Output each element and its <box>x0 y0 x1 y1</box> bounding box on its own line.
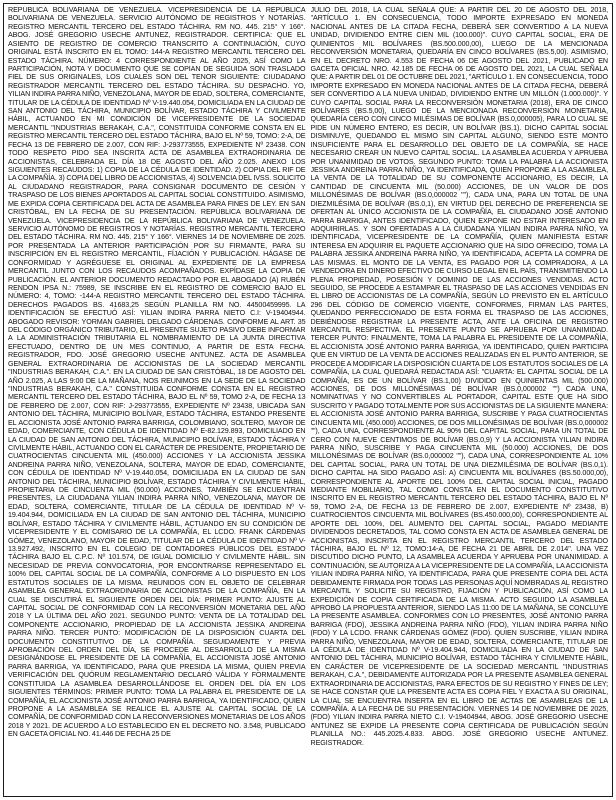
right-column-text: JULIO DEL 2018, LA CUAL SEÑALA QUE: A PARTIR DEL 20 DE AGOSTO DEL 2018, "ARTÍCULO 1. EN CONSECUENCIA, TODO IMPORTE EXPRESADO EN MONEDA NACIONAL ANTES DE LA CITADA FECHA, DEBERÁ SER CONVERTIDO A LA NUEVA UNIDAD, DIVIDIENDO ENTRE CIEN MIL (100.000)". CUYO CAPITAL SOCIAL, ERA DE QUINIENTOS MIL BOLÍVARES (BS.500.000,00), LUEGO DE LA MENCIONADA RECONVERSIÓN MONETARIA, QUEDARÍA EN CINCO BOLÍVARES (BS.5,00). ASIMISMO, EN EL DECRETO NRO. 4.553 DE FECHA 06 DE AGOSTO DEL 2021, PUBLICADO EN GACETA OFICIAL NRO. 42.185 DE FECHA 06 DE AGOSTO DEL 2021, LA CUAL SEÑALA QUE: A PARTIR DEL 01 DE OCTUBRE DEL 2021, "ARTÍCULO 1. EN CONSECUENCIA, TODO IMPORTE EXPRESADO EN MONEDA NACIONAL ANTES DE LA CITADA FECHA, DEBERÁ SER CONVERTIDO A LA NUEVA UNIDAD, DIVIDIENDO ENTRE UN MILLÓN (1.000.000)". Y CUYO CAPITAL SOCIAL PARA LA RECONVERSIÓN MONETARIA (2018), ERA DE CINCO BOLÍVARES (BS.5,00), LUEGO DE LA MENCIONADA RECONVERSIÓN MONETARIA, QUEDARÍA CERO CON CINCO MILÉSIMAS DE BOLÍVAR (BS.0,000005), PARA LO CUAL SE PIDE UN NÚMERO ENTERO, ES DECIR, UN BOLÍVAR (BS.1). DICHO CAPITAL SOCIAL DISMINUYE, QUEDANDO EL MISMO SIN CAPITAL ALGUNO, SIENDO ESTE MONTO INSUFICIENTE PARA EL DESARROLLO DEL OBJETO DE LA COMPAÑÍA, SE HACE NECESARIO CREAR UN NUEVO CAPITAL SOCIAL. LA ASAMBLEA ACUERDA Y APRUEBA POR UNANIMIDAD DE VOTOS. SEGUNDO PUNTO: TOMA LA PALABRA LA ACCIONISTA JESSIKA ANDREINA PARRA NIÑO, YA IDENTIFICADA, QUIEN PROPONE A LA ASAMBLEA, LA VENTA DE LA TOTALIDAD DE SU COMPONENTE ACCIONARIO, ES DECIR, LA CANTIDAD DE CINCUENTA MIL (50.000) ACCIONES, DE UN VALOR DE DOS MILLONÉSIMAS DE BOLÍVAR (BS.0,000002 ""), CADA UNA, PARA UN TOTAL DE UNA DIEZMILÉSIMA DE BOLÍVAR (BS.0,1), EN VIRTUD DEL DERECHO DE PREFERENCIA SE OFERTAN AL ÚNICO ACCIONISTA DE LA COMPAÑÍA, EL CIUDADANO JOSÉ ANTONIO PARRA BARRIGA, ANTES IDENTIFICADO, QUIEN EXPONE NO ESTAR INTERESADO EN ADQUIRIRLAS. Y SON OFERTADAS A LA CIUDADANA YILIAN INDIRA PARRA NIÑO, YA IDENTIFICADA, VICEPRESIDENTE DE LA COMPAÑÍA, QUIEN MANIFIESTA ESTAR INTERESA EN ADQUIRIR EL PAQUETE ACCIONARIO QUE HA SIDO OFRECIDO, TOMA LA PALABRA JESSIKA ANDREINA PARRA NIÑO, YA IDENTIFICADA, ACEPTA LA COMPRA DE LAS MISMAS. EL MONTO DE LA VENTA, ES PAGADO POR LA COMPRADORA, A LA VENDEDORA EN DINERO EFECTIVO DE CURSO LEGAL EN EL PAÍS, TRANSMITIENDO LA PLENA PROPIEDAD, POSESIÓN Y DOMINIO DE LAS ACCIONES VENDIDAS. ACTO SEGUIDO, SE PROCEDE A ESTAMPAR EL TRASPASO DE LAS ACCIONES VENDIDAS EN EL LIBRO DE ACCIONISTAS DE LA COMPAÑÍA, SEGÚN LO PREVISTO EN EL ARTÍCULO 296 DEL CÓDIGO DE COMERCIO VIGENTE, CONFORMES, FIRMAN LAS PARTES, QUEDANDO PERFECCIONADO DE ESTA FORMA EL TRASPASO DE LAS ACCIONES, DEBIÉNDOSE REGISTRAR LA PRESENTE ACTA, ANTE LA OFICINA DE REGISTRO MERCANTIL RESPECTIVA. EL PRESENTE PUNTO SE APRUEBA POR UNANIMIDAD. TERCER PUNTO: FINALMENTE, TOMA LA PALABRA EL PRESIDENTE DE LA COMPAÑÍA, EL ACCIONISTA JOSÉ ANTONIO PARRA BARRIGA, YA IDENTIFICADO, QUIEN PARTICIPA QUE EN VIRTUD DE LA VENTA DE ACCIONES REALIZADAS EN EL PUNTO ANTERIOR, SE PROCEDE A MODIFICAR LA DISPOSICIÓN CUARTA DE LOS ESTATUTOS SOCIALES DE LA COMPAÑÍA, LA CUAL QUEDARÁ REDACTADA ASÍ: "CUARTA: EL CAPITAL SOCIAL DE LA COMPAÑÍA, ES DE UN BOLÍVAR (BS.1,00) DIVIDIDO EN QUINIENTAS MIL (500.000) ACCIONES, DE DOS MILLONÉSIMAS DE BOLÍVAR (BS.0,000002 "") CADA UNA, NOMINATIVAS Y NO CONVERTIBLES AL PORTADOR, CAPITAL ESTE QUE HA SIDO SUSCRITO Y PAGADO TOTALMENTE POR SUS ACCIONISTAS DE LA SIGUIENTE MANERA: EL ACCIONISTA JOSÉ ANTONIO PARRA BARRIGA, SUSCRIBE Y PAGA CUATROCIENTAS CINCUENTA MIL (450.000) ACCIONES, DE DOS MILLONÉSIMAS DE BOLÍVAR (BS.0,000002 ""), CADA UNA, CORRESPONDIENTE AL 90% DEL CAPITAL SOCIAL, PARA UN TOTAL DE CERO CON NUEVE CENTIMOS DE BOLÍVAR (BS.0,9) Y LA ACCIONISTA YILIAN INDIRA PARRA NIÑO, SUSCRIBE Y PAGA CINCUENTA MIL (50.000) ACCIONES, DE DOS MILLONÉSIMAS DE BOLÍVAR (BS.0,000002 ""), CADA UNA, CORRESPONDIENTE AL 10% DEL CAPITAL SOCIAL, PARA UN TOTAL DE UNA DIEZMILÉSIMA DE BOLÍVAR (BS.0,1). DICHO CAPITAL HA SIDO PAGADO ASÍ: A) CINCUENTA MIL BOLÍVARES (BS.50.000,00), CORRESPONDIENTE AL APORTE DEL 100% DEL CAPITAL SOCIAL INICIAL, PAGADO MEDIANTE MOBILIARIO, TAL COMO CONSTA EN EL DOCUMENTO CONSTITUTIVO INSCRITO EN EL REGISTRO MERCANTIL TERCERO DEL ESTADO TÁCHIRA, BAJO EL Nº 59, TOMO 2-A, DE FECHA 13 DE FEBRERO DE 2.007, EXPEDIENTE Nº 23438, B) CUATROCIENTOS CINCUENTA MIL BOLÍVARES (BS.450.000,00), CORRESPONDIENTE AL APORTE DEL 100%, DEL AUMENTO DEL CAPITAL SOCIAL, PAGADO MEDIANTE DIVIDENDOS DECRETADOS, TAL COMO CONSTA EN ACTA DE ASAMBLEA GENERAL DE ACCIONISTAS, INSCRITA EN EL REGISTRO MERCANTIL TERCERO DEL ESTADO TÁCHIRA, BAJO EL Nº 12, TOMO:14-A, DE FECHA 21 DE ABRIL DE 2.014". UNA VEZ DISCUTIDO DICHO PUNTO, LA ASAMBLEA ACUERDA Y APRUEBA POR UNANIMIDAD. A CONTINUACIÓN, SE AUTORIZA A LA VICEPRESIDENTE DE LA COMPAÑÍA, LA ACCIONISTA YILIAN INDIRA PARRA NIÑO, YA IDENTIFICADA, PARA QUE PRESENTE COPIA DEL ACTA DEBIDAMENTE FIRMADA POR TODAS LAS PERSONAS AQUÍ NOMBRADAS AL REGISTRO MERCANTIL Y SOLICITE SU REGISTRO, FIJACIÓN Y PUBLICACIÓN, ASÍ COMO LA EXPEDICIÓN DE COPIA CERTIFICADA DE LA MISMA. ACTO SEGUIDO LA ASAMBLEA APROBÓ LA PROPUESTA ANTERIOR, SIENDO LAS 11:00 DE LA MAÑANA, SE CONCLUYE LA PRESENTE ASAMBLEA. CONFORMES CON LO PRESENTES, JOSÉ ANTONIO PARRA BARRIGA (FDO), JESSIKA ANDREINA PARRA NIÑO (FDO), YILIAN INDIRA PARRA NIÑO (FDO) Y LA LCDO. FRANK CÁRDENAS GÓMEZ (FDO). QUIEN SUSCRIBE, YILIAN INDIRA PARRA NIÑO, VENEZOLANA, MAYOR DE EDAD, SOLTERA, COMERCIANTE, TITULAR DE LA CÉDULA DE IDENTIDAD Nº V-19.404.944, DOMICILIADA EN LA CIUDAD DE SAN ANTONIO DEL TÁCHIRA, MUNICIPIO BOLÍVAR, ESTADO TÁCHIRA Y CIVILMENTE HÁBIL, EN CARÁCTER DE VICEPRESIDENTE DE LA SOCIEDAD MERCANTIL "INDUSTRIAS BERAKAH, C.A.", DEBIDAMENTE AUTORIZADA POR LA PRESENTE ASAMBLEA GENERAL EXTRAORDINARIA DE ACCIONISTAS, PARA EFECTOS DE SU REGISTRO Y FINES DE LEY; SE HACE CONSTAR QUE LA PRESENTE ACTA ES COPIA FIEL Y EXACTA A SU ORIGINAL, LA CUAL SE ENCUENTRA INSERTA EN EL LIBRO DE ACTAS DE ASAMBLEAS DE LA COMPAÑÍA. A LA FECHA DE SU PRESENTACIÓN. VIERNES 14 DE NOVIEMBRE DE 2025, (FDO) YILIAN INDIRA PARRA NIETO C.I. V-19404944, ABOG. JOSÉ GREGORIO USECHE ANTUNEZ SE EXPIDE LA PRESENTE COPIA CERTIFICADA DE PUBLICACIÓN SEGÚN PLANILLA NO.: 445.2025.4.833. ABOG. JOSÉ GREGORIO USECHE ANTUNEZ. REGISTRADOR. <box>310 6 608 747</box>
legal-notice <box>3 3 613 797</box>
right-column <box>311 6 609 794</box>
left-column-text: REPÚBLICA BOLIVARIANA DE VENEZUELA. VICEPRESIDENCIA DE LA REPÚBLICA BOLIVARIANA DE VENEZUELA. SERVICIO AUTÓNOMO DE REGISTROS Y NOTARÍAS. REGISTRO MERCANTIL TERCERO DEL ESTADO TÁCHIRA. RM NO. 445. 215° Y 166°. ABOG. JOSÉ GREGORIO USECHE ANTUNEZ, REGISTRADOR. CERTIFICA: QUE EL ASIENTO DE REGISTRO DE COMERCIO TRANSCRITO A CONTINUACIÓN, CUYO ORIGINAL ESTÁ INSCRITO EN EL TOMO: 144-A REGISTRO MERCANTIL TERCERO DEL ESTADO TÁCHIRA. NÚMERO: 4 CORRESPONDIENTE AL AÑO 2025, ASÍ COMO LA PARTICIPACIÓN, NOTA Y DOCUMENTO QUE SE COPIAN DE SEGUIDA SON TRASLADO FIEL DE SUS ORIGINALES, LOS CUALES SON DEL TENOR SIGUIENTE: CIUDADANO REGISTRADOR MERCANTIL TERCERO DEL ESTADO TÁCHIRA. SU DESPACHO. YO, YILIAN INDIRA PARRA NIÑO, VENEZOLANA, MAYOR DE EDAD, SOLTERA, COMERCIANTE, TITULAR DE LA CÉDULA DE IDENTIDAD Nº V-19.440.054, DOMICILIADA EN LA CIUDAD DE SAN ANTONIO DEL TÁCHIRA, MUNICIPIO BOLÍVAR, ESTADO TÁCHIRA Y CIVILMENTE HÁBIL, ACTUANDO EN MI CONDICIÓN DE VICEPRESIDENTE DE LA SOCIEDAD MERCANTIL "INDUSTRIAS BERAKAH, C.A.", CONSTITUIDA CONFORME CONSTA EN EL REGISTRO MERCANTIL TERCERO DEL ESTADO TÁCHIRA, BAJO EL Nº 59, TOMO: 2-A, DE FECHA 13 DE FEBRERO DE 2.007, CON RIF: J-293773555, EXPEDIENTE Nº 23438. CON TODO RESPETO PIDO SEA INSCRITA ACTA DE ASAMBLEA EXTRAORDINARIA DE ACCIONISTAS, CELEBRADA EL DÍA 18 DE AGOSTO DEL AÑO 2.025. ANEXO LOS SIGUIENTES RECAUDOS: 1) COPIA DE LA CÉDULA DE IDENTIDAD. 2) COPIA DEL RIF DE LA COMPAÑÍA. 3) COPIA DEL LIBRO DE ACCIONISTAS, 4) SOLVENCIA DEL IVSS. SOLICITO AL CIUDADANO REGISTRADOR, PARA CONSIGNAR DOCUMENTO DE CESIÓN Y TRASPASO DE LOS BIENES APORTADOS AL CAPITAL SOCIAL CONSTITUIDO. ASIMISMO, ME EXPIDA COPIA CERTIFICADA DEL ACTA DE ASAMBLEA PARA FINES DE LEY. EN SAN CRISTÓBAL, EN LA FECHA DE SU PRESENTACIÓN. REPÚBLICA BOLIVARIANA DE VENEZUELA. VICEPRESIDENCIA DE LA REPÚBLICA BOLIVARIANA DE VENEZUELA. SERVICIO AUTÓNOMO DE REGISTROS Y NOTARÍAS. REGISTRO MERCANTIL TERCERO DEL ESTADO TÁCHIRA. RM NO. 445. 215° Y 166°. VIERNES 14 DE NOVIEMBRE DE 2025. POR PRESENTADA LA ANTERIOR PARTICIPACIÓN POR SU FIRMANTE, PARA SU INSCRIPCIÓN EN EL REGISTRO MERCANTIL, FÍJACIÓN Y PUBLICACIÓN. HÁGASE DE CONFORMIDAD Y AGRÉGUESE EL ORIGINAL AL EXPEDIENTE DE LA EMPRESA MERCANTIL JUNTO CON LOS RECAUDOS ACOMPAÑADOS. EXPÍDASE LA COPIA DE PUBLICACIÓN. EL ANTERIOR DOCUMENTO REDACTADO POR EL ABOGADO (A) RUBÉN RENDON IPSA N.: 75989, SE INSCRIBE EN EL REGISTRO DE COMERCIO BAJO EL NÚMERO: 4, TOMO: -144-A REGISTRO MERCANTIL TERCERO DEL ESTADO TÁCHIRA. DERECHOS PAGADOS BS. 41683,25 SEGÚN PLANILLA RM NO. 44500459995. LA IDENTIFICACIÓN SE EFECTUÓ ASÍ: YILIAN INDIRA PARRA NIETO C.I: V-19404944. ABOGADO REVISOR: YORMAN GABRIEL DELGADO CÁRDENAS. CONFORME AL ART. 35 DEL CÓDIGO ORGÁNICO TRIBUTARIO, EL PRESENTE SUJETO PASIVO DEBE INFORMAR A LA ADMINISTRACIÓN TRIBUTARIA EL NOMBRAMIENTO DE LA JUNTA DIRECTIVA EFECTUADO, DENTRO DE UN MES CONTINUO, A PARTIR DE ESTA FECHA. REGISTRADOR, FDO. JOSÉ GREGORIO USECHE ANTUNEZ. ACTA DE ASAMBLEA GENERAL EXTRAORDINARIA DE ACCIONISTAS DE LA SOCIEDAD MERCANTIL "INDUSTRIAS BERAKAH, C.A.". EN LA CIUDAD DE SAN CRISTÓBAL, 18 DE AGOSTO DEL AÑO 2.025, A LAS 9:00 DE LA MAÑANA, NOS REUNIMOS EN LA SEDE DE LA SOCIEDAD "INDUSTRIAS BERAKAH, C.A." CONSTITUIDA CONFORME CONSTA EN EL REGISTRO MERCANTIL TERCERO DEL ESTADO TÁCHIRA, BAJO EL Nº 59, TOMO 2-A, DE FECHA 13 DE FEBRERO DE 2.007, CON RIF: J-293773555, EXPEDIENTE Nº 23438, UBICADA SAN ANTONIO DEL TÁCHIRA, MUNICIPIO BOLÍVAR, ESTADO TÁCHIRA, ESTANDO PRESENTE EL ACCIONISTA JOSÉ ANTONIO PARRA BARRIGA, COLOMBIANO, SOLTERO, MAYOR DE EDAD, COMERCIANTE, CON CÉDULA DE IDENTIDAD Nº E-82.129.893, DOMICILIADO EN LA CIUDAD DE SAN ANTONIO DEL TÁCHIRA, MUNICIPIO BOLÍVAR, ESTADO TÁCHIRA Y CIVILMENTE HÁBIL, ACTUANDO CON EL CARÁCTER DE PRESIDENTE, PROPIETARIO DE CUATROCIENTAS CINCUENTA MIL (450.000) ACCIONES Y LA ACCIONISTA JESSIKA ANDREINA PARRA NIÑO, VENEZOLANA, SOLTERA, MAYOR DE EDAD, COMERCIANTE, CON CÉDULA DE IDENTIDAD Nº V-19.440.054, DOMICILIADA EN LA CIUDAD DE SAN ANTONIO DEL TÁCHIRA, MUNICIPIO BOLÍVAR, ESTADO TÁCHIRA Y CIVILMENTE HÁBIL, PROPIETARIA DE CINCUENTA MIL (50.000) ACCIONES. TAMBIÉN SE ENCUENTRAN PRESENTES, LA CIUDADANA YILIAN INDIRA PARRA NIÑO, VENEZOLANA, MAYOR DE EDAD, SOLTERA, COMERCIANTE, TITULAR DE LA CÉDULA DE IDENTIDAD Nº V-19.404.944, DOMICILIADA EN LA CIUDAD DE SAN ANTONIO DEL TÁCHIRA, MUNICIPIO BOLÍVAR, ESTADO TÁCHIRA Y CIVILMENTE HÁBIL, ACTUANDO EN SU CONDICIÓN DE VICEPRESIDENTE Y EL COMISARIO DE LA COMPAÑÍA, EL LCDO. FRANK CÁRDENAS GÓMEZ, VENEZOLANO, MAYOR DE EDAD, TITULAR DE LA CÉDULA DE IDENTIDAD Nº V-13.927.492, INSCRITO EN EL COLEGIO DE CONTADORES PÚBLICOS DEL ESTADO TÁCHIRA BAJO EL C.P.C. Nº 101.574, DE IGUAL DOMICILIO Y CIVILMENTE HÁBIL. SIN NECESIDAD DE PREVIA CONVOCATORIA, POR ENCONTRARSE REPRESENTADO EL 100% DEL CAPITAL SOCIAL DE LA COMPAÑÍA, CONFORME A LO DISPUESTO EN LOS ESTATUTOS SOCIALES DE LA MISMA. REUNIDOS CON EL OBJETO DE CELEBRAR ASAMBLEA GENERAL EXTRAORDINARIA DE ACCIONISTAS DE LA COMPAÑÍA, EN LA CUAL SE DISCUTIRÁ EL SIGUIENTE ORDEN DEL DÍA: PRIMER PUNTO: AJUSTE AL CAPITAL SOCIAL DE CONFORMIDAD CON LA RECONVERSIÓN MONETARIA DEL AÑO 2018 Y LA ÚLTIMA DEL AÑO 2021. SEGUNDO PUNTO: VENTA DE LA TOTALIDAD DEL COMPONENTE ACCIONARIO, PROPIEDAD DE LA ACCIONISTA JESSIKA ANDREINA PARRA NIÑO. TERCER PUNTO: MODIFICACIÓN DE LA DISPOSICIÓN CUARTA DEL DOCUMENTO CONSTITUTIVO DE LA COMPAÑÍA. SEGUIDAMENTE Y PREVIA APROBACIÓN DEL ORDEN DEL DÍA, SE PROCEDE AL DESARROLLO DE LA MISMA DESIGNÁNDOSE EL PRESIDENTE DE LA COMPAÑÍA, EL ACCIONISTA JOSÉ ANTONIO PARRA BARRIGA, YA IDENTIFICADO, PARA QUE PRESIDA LA MISMA, QUIEN PREVIA VERIFICACIÓN DEL QUÓRUM REGLAMENTARIO DECLARÓ VÁLIDA Y FORMALMENTE CONSTITUIDA LA ASAMBLEA DESARROLLÁNDOSE EL ORDEN DEL DÍA EN LOS SIGUIENTES TÉRMINOS: PRIMER PUNTO: TOMA LA PALABRA EL PRESIDENTE DE LA COMPAÑÍA, EL ACCIONISTA JOSÉ ANTONIO PARRA BARRIGA, YA IDENTIFICADO, QUIEN PROPONE A LA ASAMBLEA SE REALICE EL AJUSTE AL CAPITAL SOCIAL DE LA COMPAÑÍA, DE CONFORMIDAD CON LA RECONVERSIONES MONETARIAS DE LOS AÑOS 2018 Y 2021. DE ACUERDO A LO ESTABLECIDO EN EL DECRETO NO. 3.548, PUBLICADO EN GACETA OFICIAL NO. 41.446 DE FECHA 25 DE <box>8 6 306 739</box>
left-column <box>8 6 306 794</box>
